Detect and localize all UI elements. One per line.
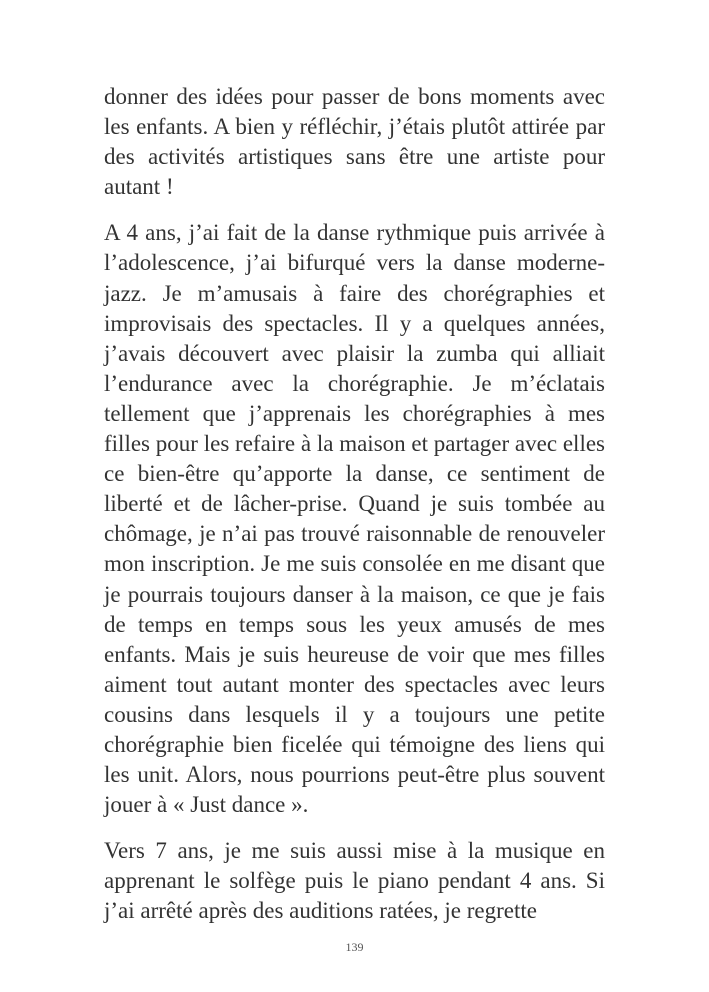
paragraph-3: Vers 7 ans, je me suis aussi mise à la musique en apprenant le solfège puis le piano pendant 4 ans. Si j’ai arrêté après des auditions ratées, je regrette — [104, 838, 605, 924]
paragraph-1: donner des idées pour passer de bons moments avec les enfants. A bien y réfléchir, j’étais plutôt attirée par des activités artistiques sans être une artiste pour autant ! — [104, 84, 605, 200]
paragraph-2: A 4 ans, j’ai fait de la danse rythmique puis arrivée à l’adolescence, j’ai bifurqué vers la danse moderne-jazz. Je m’amusais à faire des chorégraphies et improvisais des spectacles. Il y a quelques années, j’avais découvert avec plaisir la zumba qui alliait l’endurance avec la chorégraphie. Je m’éclatais tellement que j’apprenais les chorégraphies à mes filles pour les refaire à la maison et partager avec elles ce bien-être qu’apporte la danse, ce sentiment de liberté et de lâcher-prise. Quand je suis tombée au chômage, je n’ai pas trouvé raisonnable de renouveler mon inscription. Je me suis consolée en me disant que je pourrais toujours danser à la maison, ce que je fais de temps en temps sous les yeux amusés de mes enfants. Mais je suis heureuse de voir que mes filles aiment tout autant monter des spectacles avec leurs cousins dans lesquels il y a toujours une petite chorégraphie bien ficelée qui témoigne des liens qui les unit. Alors, nous pourrions peut-être plus souvent jouer à « Just dance ». — [104, 220, 605, 818]
page-number: 139 — [345, 940, 364, 954]
body-text — [104, 82, 605, 927]
